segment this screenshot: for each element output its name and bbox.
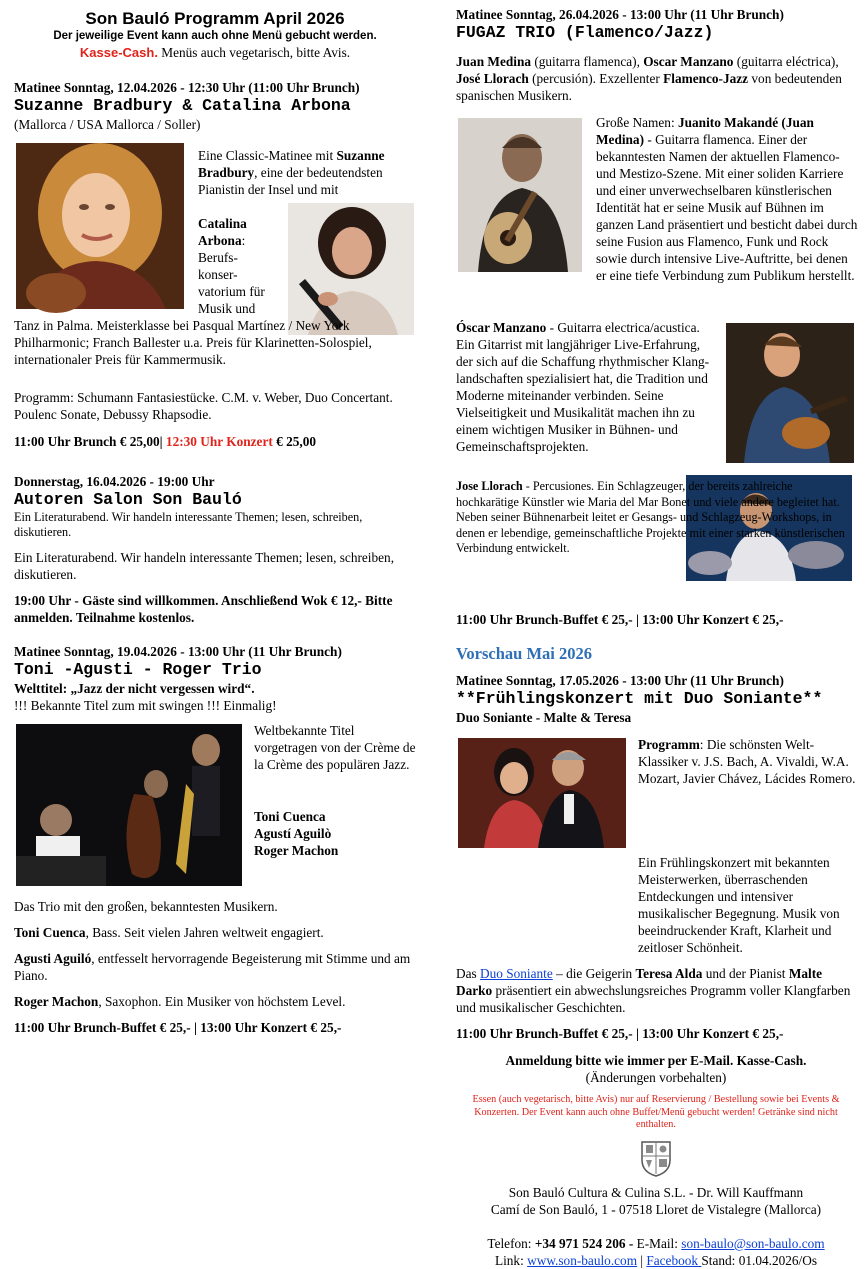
duo-intro: Das Duo Soniante – die Geigerin Teresa Alda und der Pianist Malte Darko präsentiert ein abwechslungsreiches Programm voller Klangfarben und musikalischer Geschichten.	[456, 966, 851, 1015]
page-title: Son Bauló Programm April 2026	[85, 9, 345, 28]
event-price: 11:00 Uhr Brunch-Buffet € 25,- | 13:00 Uhr Konzert € 25,-	[456, 612, 784, 627]
event-date: Matinee Sonntag, 12.04.2026 - 12:30 Uhr (11:00 Uhr Brunch)	[14, 80, 360, 95]
trio-top	[14, 722, 416, 898]
aenderungen-note: (Änderungen vorbehalten)	[585, 1070, 727, 1085]
anmeldung-note: Anmeldung bitte wie immer per E-Mail. Kasse-Cash.	[505, 1053, 807, 1068]
suzanne-name: Suzanne Bradbury	[198, 148, 385, 180]
company-address: Camí de Son Bauló, 1 - 07518 Lloret de Vistalegre (Mallorca)	[490, 1201, 822, 1217]
event-jazz-trio	[14, 643, 416, 1036]
event-desc: Ein Literaturabend. Wir handeln interessante Themen; lesen, schreiben, diskutieren.	[14, 550, 395, 582]
event-price: 11:00 Uhr Brunch-Buffet € 25,- | 13:00 Uhr Konzert € 25,-	[14, 1020, 342, 1035]
email-link[interactable]: son-baulo@son-baulo.com	[681, 1235, 825, 1251]
event-price: 19:00 Uhr - Gäste sind willkommen. Anschließend Wok € 12,- Bitte anmelden. Teilnahme kostenlos.	[14, 593, 393, 625]
vorschau-subtitle: Duo Soniante - Malte & Teresa	[456, 710, 632, 725]
musician-name: Agustí Aguilò	[254, 826, 332, 841]
event-date: Matinee Sonntag, 17.05.2026 - 13:00 Uhr (11 Uhr Brunch)	[456, 673, 784, 688]
duo-programm: Programm: Die schönsten Welt-Klassiker v. J.S. Bach, A. Vivaldi, W.A. Mozart, Javier Chávez, Lácides Romero.	[638, 737, 856, 786]
photo-catalina-arbona	[288, 203, 414, 335]
website-link[interactable]: www.son-baulo.com	[527, 1252, 638, 1268]
oscar-name: Óscar Manzano	[456, 320, 547, 335]
coat-of-arms-logo	[638, 1138, 674, 1178]
event-fugaz-trio	[456, 6, 856, 628]
event-title: FUGAZ TRIO (Flamenco/Jazz)	[456, 23, 714, 42]
vorschau-section	[456, 644, 856, 1042]
header-note	[14, 44, 416, 61]
photo-duo-soniante	[458, 738, 626, 848]
right-column	[456, 0, 856, 1269]
jose-block	[456, 475, 856, 607]
event-bradbury-arbona	[14, 79, 416, 461]
event-title: **Frühlingskonzert mit Duo Soniante**	[456, 689, 823, 708]
fugaz-lineup: Juan Medina (guitarra flamenca), Oscar Manzano (guitarra eléctrica), José Llorach (percusión). Exzellenter Flamenco-Jazz von bedeutenden spanischen Musikern.	[456, 54, 842, 103]
kasse-cash-label: Kasse-Cash.	[79, 45, 158, 60]
facebook-link[interactable]: Facebook	[646, 1252, 702, 1268]
left-column	[14, 0, 416, 1036]
event-intro: Eine Classic-Matinee mit Suzanne Bradbury, eine der bedeutendsten Pianistin der Insel und mit	[198, 148, 385, 197]
catalina-name: Catalina Arbona	[198, 216, 247, 248]
event-welttitel: Welttitel: „Jazz der nicht vergessen wird“.	[14, 681, 255, 696]
trio-text: Das Trio mit den großen, bekanntesten Musikern.	[14, 899, 278, 914]
toni-desc: Toni Cuenca, Bass. Seit vielen Jahren weltweit engagiert.	[14, 925, 324, 940]
menu-note: Menüs auch vegetarisch, bitte Avis.	[157, 45, 351, 60]
duo-desc-text: Ein Frühlingskonzert mit bekannten Meisterwerken, überraschenden Entdeckungen und intensiver musikalischer Begegnung. Musik von beeindruckender Kraft, Klarheit und zeitloser Schönheit.	[638, 855, 840, 955]
photo-juan-medina	[458, 118, 582, 272]
event-date: Donnerstag, 16.04.2026 - 19:00 Uhr	[14, 474, 215, 489]
event-price: 11:00 Uhr Brunch-Buffet € 25,- | 13:00 Uhr Konzert € 25,-	[456, 1026, 784, 1041]
duo-soniante-link[interactable]: Duo Soniante	[480, 966, 553, 981]
photo-oscar-manzano	[726, 323, 854, 463]
event-title: Toni -Agusti - Roger Trio	[14, 660, 262, 679]
event-autoren-salon	[14, 473, 416, 626]
event-origin: (Mallorca / USA Mallorca / Soller)	[14, 117, 201, 132]
event-short-desc: Ein Literaturabend. Wir handeln interessante Themen; lesen, schreiben, diskutieren.	[14, 510, 363, 539]
contact-line: Telefon: +34 971 524 206 - E-Mail: son-baulo@son-baulo.com	[487, 1235, 825, 1251]
event-programm: Programm: Schumann Fantasiestücke. C.M. v. Weber, Duo Concertant. Poulenc Sonate, Debussy Rhapsodie.	[14, 390, 393, 422]
event-price: 11:00 Uhr Brunch € 25,00| 12:30 Uhr Konzert € 25,00	[14, 434, 316, 449]
agusti-desc: Agusti Aguiló, entfesselt hervorragende Begeisterung mit Stimme und am Piano.	[14, 951, 411, 983]
juan-block	[456, 114, 856, 310]
photo-suzanne-bradbury	[16, 143, 184, 309]
fineprint: Essen (auch vegetarisch, bitte Avis) nur auf Reservierung / Bestellung sowie bei Events & Konzerten. Der Event kann auch ohne Buffet/Menü gebucht werden! Getränke sind nicht enthalten.	[472, 1094, 840, 1130]
link-line: Link: www.son-baulo.com | Facebook Stand: 01.04.2026/Os	[494, 1252, 818, 1268]
event-title: Autoren Salon Son Bauló	[14, 490, 242, 509]
phone-number: +34 971 524 206 -	[534, 1235, 634, 1251]
musician-name: Toni Cuenca	[254, 809, 326, 824]
duo-desc	[456, 854, 856, 956]
juan-desc: Große Namen: Juanito Makandé (Juan Medina) - Guitarra flamenca. Einer der bekanntesten Namen der aktuellen Flamenco- und Mestizo-Szene. Mit einer soliden Karriere und einer unverwechselbaren künstlerischen Identität hat er seine Musik auf Bühnen im ganzen Land präsentiert und besticht dabei durch seine Fusion aus Flamenco, Funk und Rock sowie durch intensive Live-Auftritte, bei denen er eine tiefe Verbindung zum Publikum herstellt.	[596, 115, 858, 283]
juan-name: Juanito Makandé (Juan Medina)	[596, 115, 814, 147]
trio-musicians	[254, 808, 416, 859]
jose-name: Jose Llorach	[456, 479, 523, 493]
event-date: Matinee Sonntag, 19.04.2026 - 13:00 Uhr (11 Uhr Brunch)	[14, 644, 342, 659]
trio-side-text: Weltbekannte Titel vorgetragen von der Crème de la Crème des populären Jazz.	[254, 723, 416, 772]
catalina-bio: Tanz in Palma. Meisterklasse bei Pasqual Martínez / New York Philharmonic; Franch Ballester u.a. Preis für Klarinetten-Solospiel, internationaler Preis für Kammermusik.	[14, 318, 372, 367]
event-title: Suzanne Bradbury & Catalina Arbona	[14, 96, 351, 115]
vorschau-heading: Vorschau Mai 2026	[456, 644, 592, 663]
duo-block	[456, 736, 856, 846]
oscar-block	[456, 319, 856, 469]
musician-name: Roger Machon	[254, 843, 339, 858]
roger-desc: Roger Machon, Saxophon. Ein Musiker von höchstem Level.	[14, 994, 346, 1009]
event-date: Matinee Sonntag, 26.04.2026 - 13:00 Uhr (11 Uhr Brunch)	[456, 7, 784, 22]
company-name: Son Bauló Cultura & Culina S.L. - Dr. Will Kauffmann	[508, 1184, 804, 1200]
oscar-desc: Óscar Manzano - Guitarra electrica/acustica. Ein Gitarrist mit langjähriger Live-Erfahrung, der sich auf die Schaffung rhythmischer Klang-landschaften spezialisiert hat, die Tradition und Moderne miteinander verbinden. Seine Vielseitigkeit und Musikalität machen ihn zu einem wichtigen Musiker in Bühnen- und Gemeinschaftsprojekten.	[456, 320, 710, 454]
catalina-block: Catalina Arbona: Berufs- konser- vatorium für Musik und	[198, 216, 265, 316]
page-header	[14, 8, 416, 61]
event-swing-note: !!! Bekannte Titel zum mit swingen !!! Einmalig!	[14, 698, 277, 713]
jose-desc: Jose Llorach - Percusiones. Ein Schlagzeuger, der bereits zahlreiche hochkarätige Künstler wie Maria del Mar Bonet und viele andere begleitet hat. Neben seiner Bühnenarbeit leitet er Gesangs- und Schlagzeug-Workshops, in denen er lebendige, gemeinschaftliche Projekte mit einer starken künstlerischen Verbindung entwickelt.	[456, 479, 845, 556]
photo-jazz-trio	[16, 724, 242, 886]
stand-date: Stand: 01.04.2026/Os	[701, 1252, 818, 1268]
page-subtitle: Der jeweilige Event kann auch ohne Menü gebucht werden.	[53, 30, 377, 42]
konzert-time-red: 12:30 Uhr Konzert	[165, 434, 273, 449]
footer	[456, 1052, 856, 1269]
